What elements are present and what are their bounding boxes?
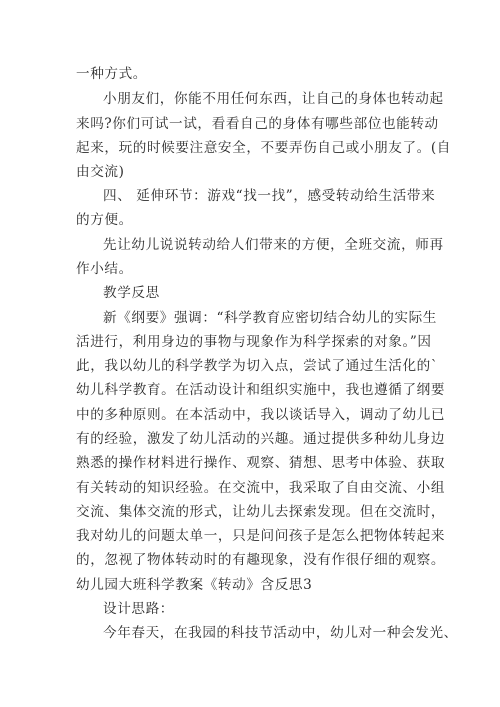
text-line: 由交流) [76, 164, 125, 180]
text-line: 此，我以幼儿的科学教学为切入点，尝试了通过生活化的` [76, 358, 439, 374]
text-line: 我对幼儿的问题太单一，只是问问孩子是怎么把物体转起来 [76, 528, 446, 544]
text-line: 起来，玩的时候要注意安全，不要弄伤自己或小朋友了。(自 [76, 140, 451, 156]
text-line: 交流、集体交流的形式，让幼儿去探索发现。但在交流时， [76, 504, 446, 520]
text-line: 先让幼儿说说转动给人们带来的方便，全班交流，师再 [103, 237, 444, 253]
text-line: 来吗?你们可试一试，看看自己的身体有哪些部位也能转动 [76, 116, 439, 132]
text-line: 有的经验，激发了幼儿活动的兴趣。通过提供多种幼儿身边 [76, 431, 446, 447]
text-line: 作小结。 [76, 261, 133, 277]
text-line: 活进行，利用身边的事物与现象作为科学探索的对象。”因 [76, 334, 432, 350]
text-line: 熟悉的操作材料进行操作、观察、猜想、思考中体验、获取 [76, 455, 446, 471]
text-line: 有关转动的知识经验。在交流中，我采取了自由交流、小组 [76, 480, 446, 496]
text-line: 中的多种原则。在本活动中，我以谈话导入，调动了幼儿已 [76, 407, 446, 423]
section-heading: 设计思路： [103, 601, 174, 617]
text-line: 的，忽视了物体转动时的有趣现象，没有作很仔细的观察。 [76, 552, 446, 568]
text-line: 的方便。 [76, 212, 133, 228]
document-title: 幼儿园大班科学教案《转动》含反思3 [76, 577, 313, 593]
text-line: 一种方式。 [76, 66, 147, 82]
text-line: 新《纲要》强调：“科学教育应密切结合幼儿的实际生 [103, 310, 438, 326]
text-line: 今年春天，在我园的科技节活动中，幼儿对一种会发光、 [103, 625, 458, 641]
text-line: 幼儿科学教育。在活动设计和组织实施中，我也遵循了纲要 [76, 382, 446, 398]
section-heading: 教学反思 [103, 285, 160, 301]
text-line: 小朋友们，你能不用任何东西，让自己的身体也转动起 [103, 91, 444, 107]
text-line: 四、 延伸环节：游戏“找一找”，感受转动给生活带来 [103, 188, 436, 204]
